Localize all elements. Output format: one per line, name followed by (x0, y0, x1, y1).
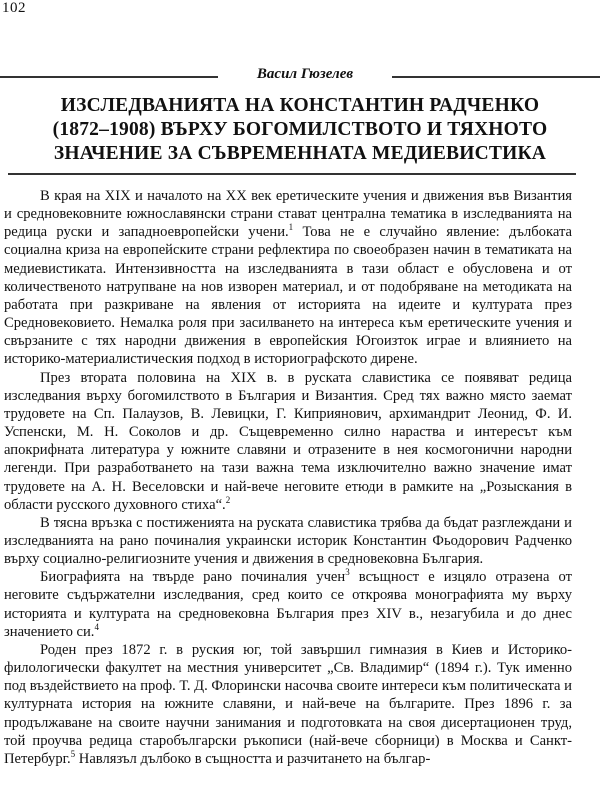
title-line: ИЗСЛЕДВАНИЯТА НА КОНСТАНТИН РАДЧЕНКО (60, 95, 540, 116)
title-rule (8, 173, 576, 175)
page-number: 102 (2, 0, 26, 16)
footnote-ref[interactable]: 2 (225, 494, 231, 505)
paragraph-text: В тясна връзка с постиженията на руската славистика трябва да бъдат разглеждани и изследванията на рано починалия украински историк Константин Фьодорович Радченко върху социално-религиозните учения и движения в средновековна България. (4, 514, 572, 568)
paragraph-text: Биографията на твърде рано починалия учен (40, 569, 346, 586)
paragraph (4, 187, 572, 369)
footnote-ref[interactable]: 1 (288, 222, 294, 233)
title-line: (1872–1908) ВЪРХУ БОГОМИЛСТВОТО И ТЯХНОТО (52, 119, 548, 140)
header-rule-right (392, 76, 600, 78)
paragraph (4, 369, 572, 514)
paragraph (4, 641, 572, 768)
paragraph-text: Това не е случайно явление: дълбоката социална криза на европейските страни рефлектира по своеобразен начин в тематиката на медиевистиката. Интензивността на изследванията в тази област е обусловена и от количественото натрупване на нов изворен материал, и от подобряване на методиката на работата при разкриване на явления от историята на идеите и културата през Средновековието. Немалка роля при засилването на интереса към еретическите учения и свързаните с тях народни движения в европейския Югоизток играе и влиянието на историко-материалистическия подход в историографското дирене. (4, 224, 572, 368)
footnote-ref[interactable]: 3 (345, 567, 350, 578)
article-body (4, 187, 572, 768)
article-title (0, 94, 600, 166)
paragraph-text: В края на XIX и началото на XX век еретическите учения и движения във Византия и средновековните южнославянски страни стават централна тематика в изследванията на редица руски и западноевропейски учени. (4, 188, 572, 241)
paragraph-text: Навлязъл дълбоко в същността и разчитането на българ- (75, 750, 431, 767)
title-line: ЗНАЧЕНИЕ ЗА СЪВРЕМЕННАТА МЕДИЕВИСТИКА (53, 143, 547, 164)
header-rule-left (0, 76, 218, 78)
footnote-ref[interactable]: 4 (94, 621, 99, 632)
paragraph-text: През втората половина на XIX в. в руската славистика се появяват редица изследвания върху богомилството в България и Византия. Сред тях важно място заемат трудовете на Сп. Палаузов, В. Левицки, Г. Киприянович, архимандрит Леонид, Ф. И. Успенски, М. Н. Соколов и др. Същевременно силно нараства и интересът към апокрифната литература у южните славяни и отразените в нея космогонични народни легенди. При разработването на тази важна тема изключително важно значение имат трудовете на А. Н. Веселовски и най-вече неговите етюди в рамките на „Розыскания в области русского духовного стиха“. (4, 369, 572, 513)
author-name: Васил Гюзелев (256, 66, 354, 82)
paragraph-text: Роден през 1872 г. в руския юг, той завършил гимназия в Киев и Историко-филологически факултет на местния университет „Св. Владимир“ (1894 г.). Тук именно под въздействието на проф. Т. Д. Флорински насочва своите интереси към политическата и културната история на южните славяни, и най-вече на българите. През 1896 г. за продължаване на своите научни занимания и подготовката на своя дисертационен труд, той проучва редица старобългарски ръкописи (най-вече сборници) в Москва и Санкт-Петербург. (4, 641, 572, 767)
paragraph (4, 568, 572, 641)
paragraph (4, 514, 572, 568)
running-header (0, 66, 600, 86)
paragraph-text: всъщност е изцяло отразена от неговите съдържателни изследвания, сред които се откроява монографията му върху историята и културата на средновековна България през XIV в., незагубила и до днес значението си. (4, 569, 573, 640)
footnote-ref[interactable]: 5 (70, 748, 76, 759)
